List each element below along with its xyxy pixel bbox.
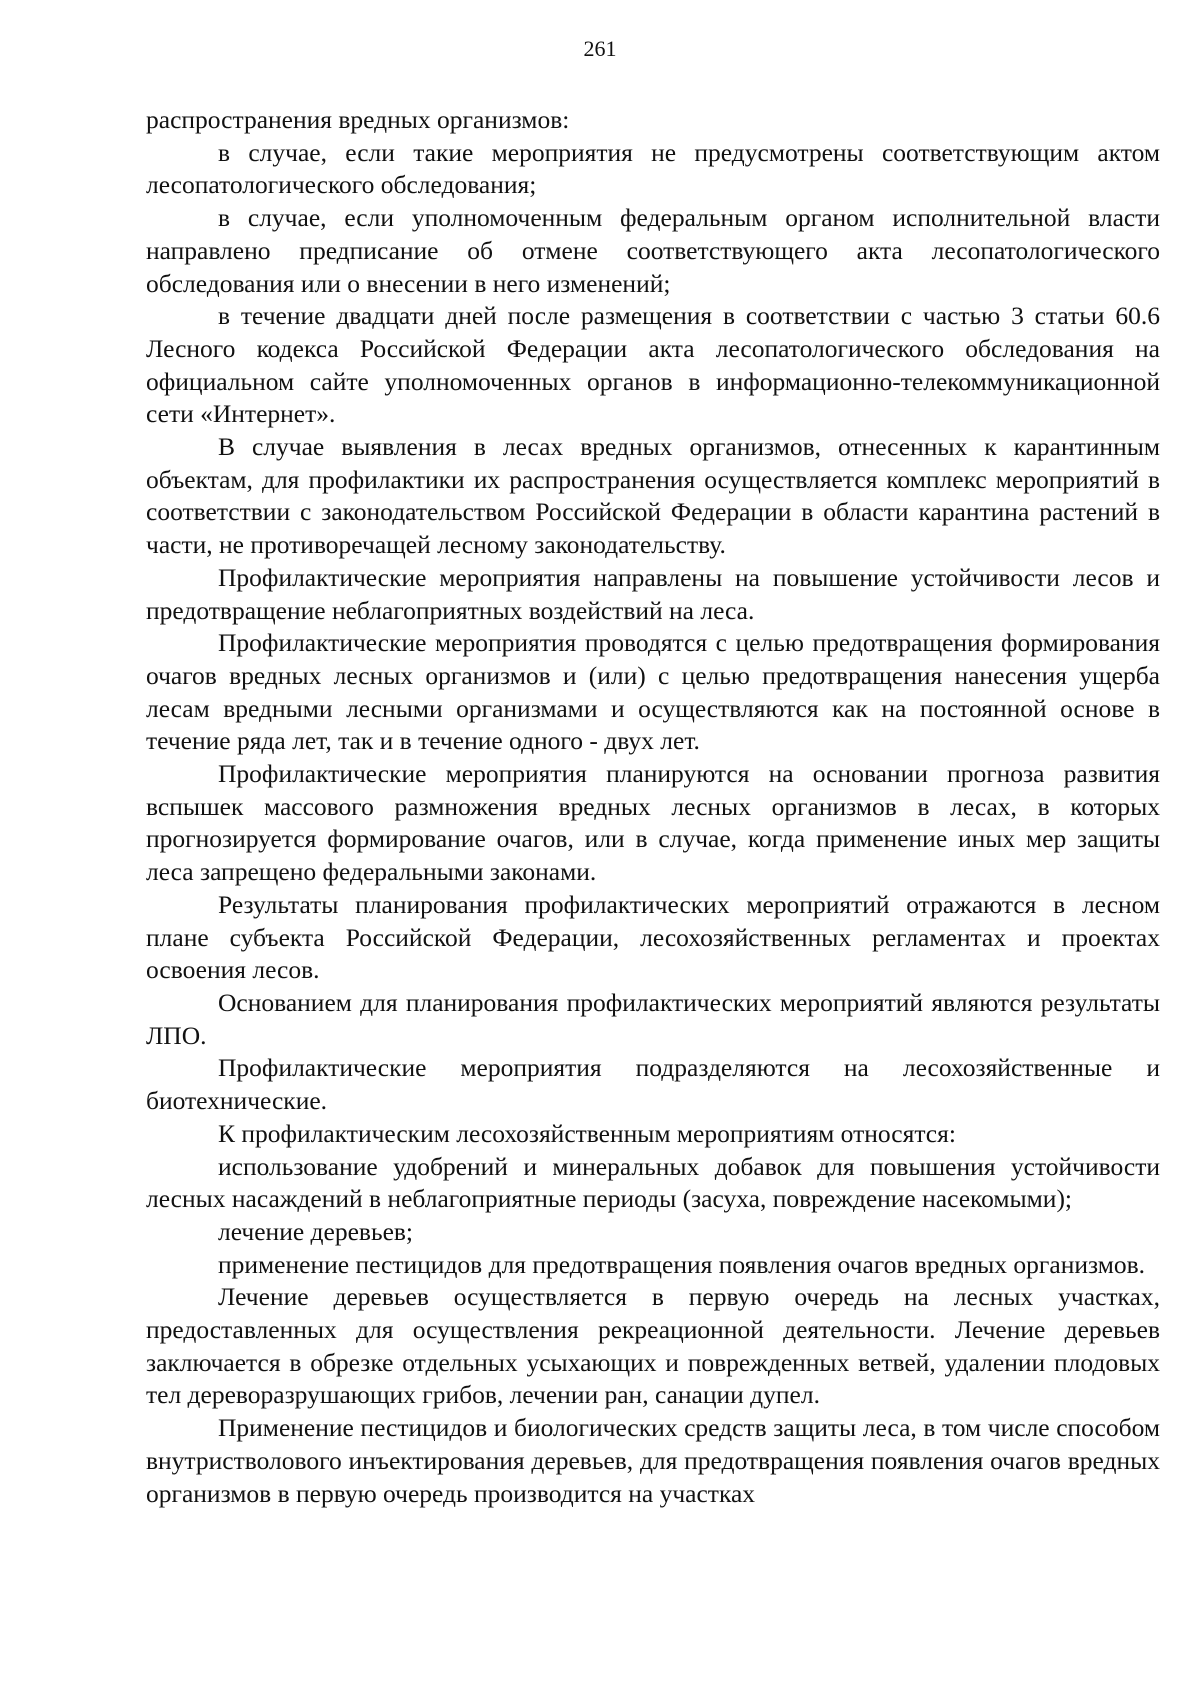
- paragraph: Применение пестицидов и биологических средств защиты леса, в том числе способом внутристволового инъектирования деревьев, для предотвращения появления очагов вредных организмов в первую очередь производится на участках: [146, 1413, 1160, 1508]
- paragraph: В случае выявления в лесах вредных организмов, отнесенных к карантинным объектам, для профилактики их распространения осуществляется комплекс мероприятий в соответствии с законодательством Российской Федерации в области карантина растений в части, не противоречащей лесному законодательству.: [146, 432, 1160, 560]
- paragraph: Профилактические мероприятия проводятся с целью предотвращения формирования очагов вредных лесных организмов и (или) с целью предотвращения нанесения ущерба лесам вредными лесными организмами и осуществляются как на постоянной основе в течение ряда лет, так и в течение одного - двух лет.: [146, 628, 1160, 756]
- paragraph: Профилактические мероприятия подразделяются на лесохозяйственные и биотехнические.: [146, 1053, 1160, 1116]
- paragraph: Результаты планирования профилактических мероприятий отражаются в лесном плане субъекта Российской Федерации, лесохозяйственных регламентах и проектах освоения лесов.: [146, 889, 1160, 985]
- paragraph: в течение двадцати дней после размещения в соответствии с частью 3 статьи 60.6 Лесного кодекса Российской Федерации акта лесопатологического обследования на официальном сайте уполномоченных органов в информационно-телекоммуникационной сети «Интернет».: [146, 301, 1160, 429]
- paragraph: Профилактические мероприятия планируются на основании прогноза развития вспышек массового размножения вредных лесных организмов в лесах, в которых прогнозируется формирование очагов, или в случае, когда применение иных мер защиты леса запрещено федеральными законами.: [146, 759, 1160, 887]
- paragraph: Основанием для планирования профилактических мероприятий являются результаты ЛПО.: [146, 987, 1160, 1050]
- paragraph: использование удобрений и минеральных добавок для повышения устойчивости лесных насаждений в неблагоприятные периоды (засуха, повреждение насекомыми);: [146, 1151, 1160, 1214]
- paragraph: К профилактическим лесохозяйственным мероприятиям относятся:: [218, 1118, 956, 1148]
- page-number: 261: [583, 36, 617, 61]
- paragraph: в случае, если уполномоченным федеральным органом исполнительной власти направлено предписание об отмене соответствующего акта лесопатологического обследования или о внесении в него изменений;: [146, 203, 1160, 298]
- paragraph: лечение деревьев;: [218, 1216, 414, 1246]
- paragraph: применение пестицидов для предотвращения появления очагов вредных организмов.: [218, 1249, 1146, 1279]
- paragraph: распространения вредных организмов:: [146, 105, 570, 134]
- document-body: [146, 104, 1160, 1510]
- paragraph: Профилактические мероприятия направлены на повышение устойчивости лесов и предотвращение неблагоприятных воздействий на леса.: [146, 562, 1160, 625]
- paragraph: в случае, если такие мероприятия не предусмотрены соответствующим актом лесопатологического обследования;: [146, 137, 1160, 200]
- paragraph: Лечение деревьев осуществляется в первую очередь на лесных участках, предоставленных для осуществления рекреационной деятельности. Лечение деревьев заключается в обрезке отдельных усыхающих и поврежденных ветвей, удалении плодовых тел дереворазрушающих грибов, лечении ран, санации дупел.: [146, 1282, 1160, 1410]
